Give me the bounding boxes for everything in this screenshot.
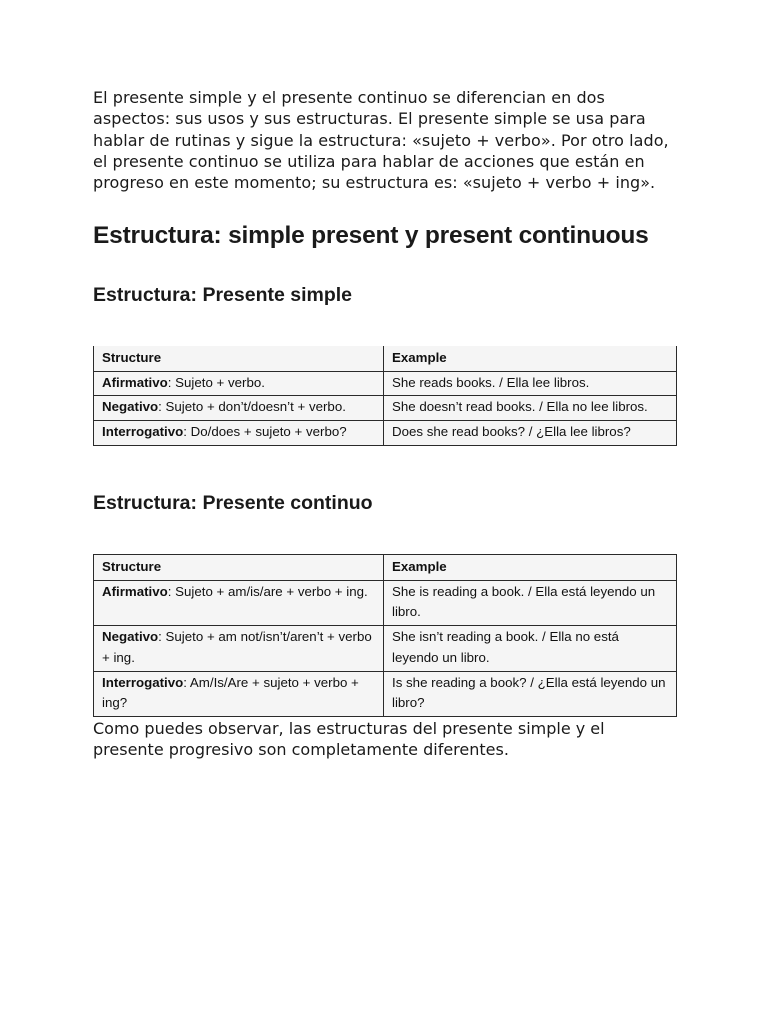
example-cell: Does she read books? / ¿Ella lee libros? — [384, 421, 677, 446]
example-column-header: Example — [384, 555, 677, 581]
form-label: Interrogativo — [102, 674, 184, 690]
structure-column-header: Structure — [94, 346, 384, 371]
table-row — [94, 396, 677, 421]
form-label: Negativo — [102, 399, 159, 415]
table-header-row — [94, 555, 677, 581]
structure-text: : Am/Is/Are + sujeto + verbo + ing? — [102, 674, 359, 711]
main-heading: Estructura: simple present y present continuous — [93, 222, 649, 249]
table-row — [94, 421, 677, 446]
structure-cell — [94, 580, 384, 625]
structure-cell — [94, 371, 384, 396]
form-label: Afirmativo — [102, 374, 168, 390]
example-cell: She doesn’t read books. / Ella no lee libros. — [384, 396, 677, 421]
structure-text: : Sujeto + don’t/doesn’t + verbo. — [158, 399, 346, 415]
structure-cell — [94, 421, 384, 446]
structure-cell — [94, 671, 384, 716]
simple-present-table — [93, 346, 677, 446]
table-header-row — [94, 346, 677, 371]
example-cell: She is reading a book. / Ella está leyendo un libro. — [384, 580, 677, 625]
present-continuous-heading: Estructura: Presente continuo — [93, 492, 373, 514]
example-column-header: Example — [384, 346, 677, 371]
structure-cell — [94, 626, 384, 671]
structure-cell — [94, 396, 384, 421]
table-row — [94, 671, 677, 716]
form-label: Afirmativo — [102, 583, 168, 599]
structure-text: : Sujeto + am not/isn’t/aren’t + verbo + ing. — [102, 629, 372, 665]
example-cell: Is she reading a book? / ¿Ella está leyendo un libro? — [384, 671, 677, 716]
form-label: Negativo — [102, 629, 159, 645]
intro-paragraph: El presente simple y el presente continuo se diferencian en dos aspectos: sus usos y sus estructuras. El presente simple se usa para hablar de rutinas y sigue la estructura: «sujeto + verbo». Por otro lado, el presente continuo se utiliza para hablar de acciones que están en progreso en este momento; su estructura es: «sujeto + verbo + ing». — [93, 88, 669, 193]
structure-text: : Sujeto + verbo. — [167, 374, 265, 390]
closing-paragraph: Como puedes observar, las estructuras del presente simple y el presente progresivo son completamente diferentes. — [93, 719, 605, 760]
present-continuous-table — [93, 554, 677, 717]
structure-column-header: Structure — [94, 555, 384, 581]
structure-text: : Do/does + sujeto + verbo? — [183, 424, 347, 440]
example-cell: She reads books. / Ella lee libros. — [384, 371, 677, 396]
form-label: Interrogativo — [102, 424, 184, 440]
structure-text: : Sujeto + am/is/are + verbo + ing. — [167, 583, 368, 599]
example-cell: She isn’t reading a book. / Ella no está leyendo un libro. — [384, 626, 677, 671]
table-row — [94, 580, 677, 625]
table-row — [94, 371, 677, 396]
simple-present-heading: Estructura: Presente simple — [93, 284, 353, 306]
table-row — [94, 626, 677, 671]
